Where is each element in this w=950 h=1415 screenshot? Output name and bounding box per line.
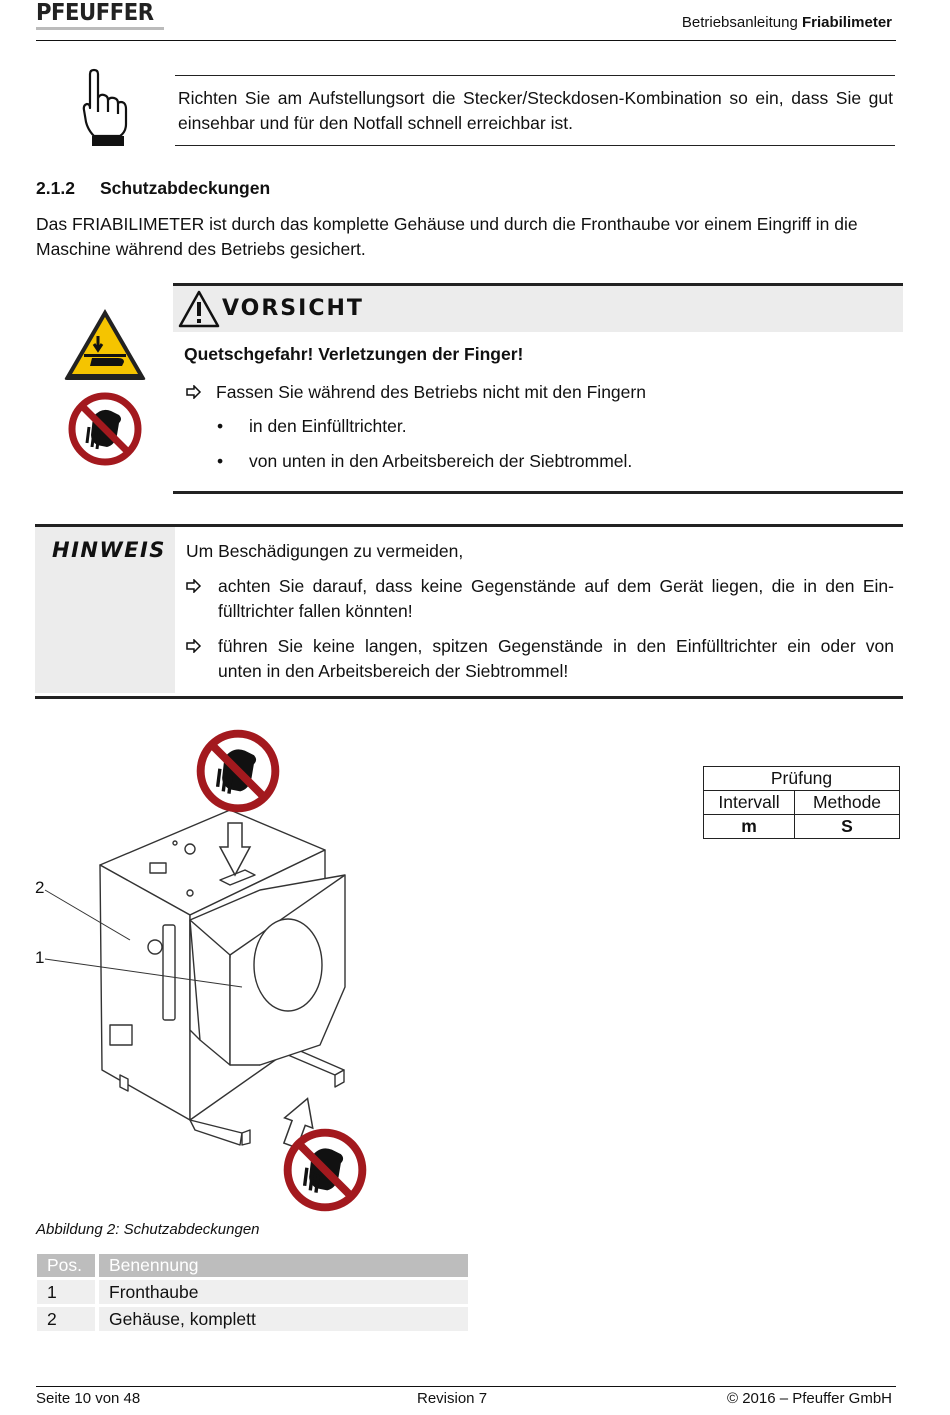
table-cell: Fronthaube xyxy=(99,1280,468,1304)
callout-label: 2 xyxy=(35,878,45,897)
hint-item-1 xyxy=(218,574,894,624)
caution-label: VORSICHT xyxy=(222,296,364,321)
arrow-right-icon xyxy=(186,639,202,653)
document-title xyxy=(682,14,892,31)
no-reaching-in-icon xyxy=(67,391,143,467)
positions-table xyxy=(37,1251,468,1334)
document-title-product: Friabilimeter xyxy=(801,14,892,31)
warning-triangle-icon xyxy=(178,290,220,328)
header-rule xyxy=(36,40,896,41)
interval-header: Intervall xyxy=(704,791,795,815)
method-value: S xyxy=(795,815,900,839)
table-cell: 2 xyxy=(37,1307,99,1331)
hint-item-1-line-1: achten Sie darauf, dass keine Gegenstände auf dem Gerät liegen, die in den Ein- xyxy=(218,576,894,596)
hint-intro: Um Beschädigungen zu vermeiden, xyxy=(186,541,464,561)
no-reaching-in-icon xyxy=(282,1127,368,1213)
bullet-dot-icon: • xyxy=(217,451,224,471)
callout-label: 1 xyxy=(35,948,45,967)
hint-item-2-line-1: führen Sie keine langen, spitzen Gegenstände in den Einfülltrichter ein oder von xyxy=(218,636,894,656)
no-reaching-in-icon xyxy=(195,728,281,814)
copyright: © 2016 – Pfeuffer GmbH xyxy=(726,1390,892,1407)
document-title-prefix: Betriebsanleitung xyxy=(681,14,798,31)
figure-caption: Abbildung 2: Schutzabdeckungen xyxy=(36,1221,260,1238)
table-header-row xyxy=(37,1254,468,1277)
caution-bullet-text: in den Einfülltrichter. xyxy=(249,416,407,436)
crush-hazard-warning-icon xyxy=(62,306,148,382)
logo-underline xyxy=(36,27,164,30)
arrow-right-icon xyxy=(186,385,202,399)
hint-item-1-line-2: fülltrichter fallen könnten! xyxy=(218,601,413,621)
table-row xyxy=(37,1307,468,1331)
revision: Revision 7 xyxy=(417,1390,488,1407)
section-title: Schutzabdeckungen xyxy=(100,178,271,198)
company-logo: PFEUFFER xyxy=(36,0,154,26)
column-header: Pos. xyxy=(37,1254,99,1277)
table-cell: 1 xyxy=(37,1280,99,1304)
table-row xyxy=(37,1280,468,1304)
pointing-hand-icon xyxy=(80,68,130,148)
hint-label: HINWEIS xyxy=(52,538,166,562)
hint-item-2 xyxy=(218,634,894,684)
section-paragraph: Das FRIABILIMETER ist durch das komplette Gehäuse und durch die Fronthaube vor einem Eingriff in die Maschine während des Betriebs gesichert. xyxy=(36,214,858,259)
caution-instruction-text: Fassen Sie während des Betriebs nicht mit den Fingern xyxy=(216,382,646,402)
interval-value: m xyxy=(704,815,795,839)
inspection-table xyxy=(703,766,900,839)
hint-item-2-line-2: unten in den Arbeitsbereich der Siebtrommel! xyxy=(218,661,569,681)
page-number: Seite 10 von 48 xyxy=(36,1390,141,1407)
section-number: 2.1.2 xyxy=(36,178,75,198)
caution-bullet-2 xyxy=(217,451,633,472)
note-text: Richten Sie am Aufstellungsort die Stecker/Steckdosen-Kombination so ein, dass Sie gut einsehbar und für den Notfall schnell erreichbar ist. xyxy=(178,88,893,133)
bullet-dot-icon: • xyxy=(217,416,224,436)
caution-bullet-1 xyxy=(217,416,407,437)
caution-bullet-text: von unten in den Arbeitsbereich der Siebtrommel. xyxy=(249,451,633,471)
section-heading xyxy=(36,178,270,199)
column-header: Benennung xyxy=(99,1254,468,1277)
method-header: Methode xyxy=(795,791,900,815)
inspection-header: Prüfung xyxy=(704,767,900,791)
footer-rule xyxy=(36,1386,896,1387)
table-cell: Gehäuse, komplett xyxy=(99,1307,468,1331)
caution-title: Quetschgefahr! Verletzungen der Finger! xyxy=(184,344,524,364)
arrow-right-icon xyxy=(186,579,202,593)
